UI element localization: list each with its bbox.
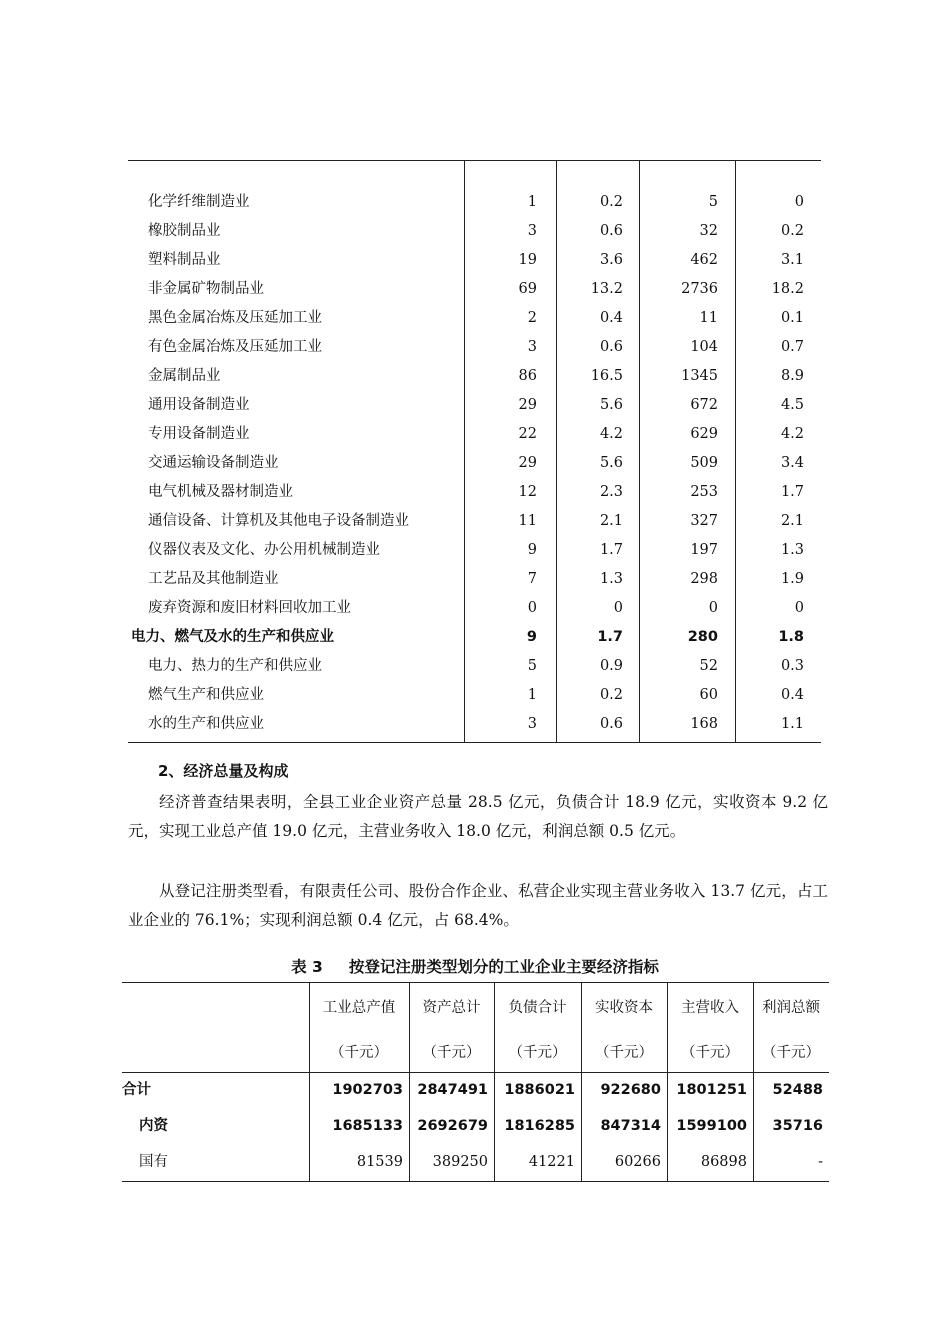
cell-value: 7 xyxy=(527,571,537,587)
column-name: 主营收入 xyxy=(681,1000,739,1016)
column-unit: （千元） xyxy=(508,1045,567,1061)
cell-value: 629 xyxy=(690,426,718,442)
cell-value: 197 xyxy=(690,542,718,558)
cell-value: 29 xyxy=(518,455,537,471)
row-label: 工艺品及其他制造业 xyxy=(148,571,279,587)
cell-value: 5.6 xyxy=(599,397,623,413)
table-row xyxy=(128,565,821,594)
cell-value: 5.6 xyxy=(599,455,623,471)
cell-value: 0.9 xyxy=(599,658,623,674)
cell-value: 1801251 xyxy=(676,1082,747,1098)
row-label: 内资 xyxy=(139,1118,168,1134)
cell-value: 2.1 xyxy=(599,513,623,529)
cell-value: 8.9 xyxy=(780,368,804,384)
cell-value: 0.1 xyxy=(780,310,804,326)
cell-value: 0.4 xyxy=(780,687,804,703)
cell-value: 29 xyxy=(518,397,537,413)
cell-value: 922680 xyxy=(600,1082,661,1098)
cell-value: 1886021 xyxy=(504,1082,575,1098)
cell-value: 4.2 xyxy=(599,426,623,442)
table-row xyxy=(128,681,821,710)
column-name: 工业总产值 xyxy=(322,1000,396,1016)
cell-value: 672 xyxy=(690,397,718,413)
row-label: 通信设备、计算机及其他电子设备制造业 xyxy=(148,513,409,529)
cell-value: 3 xyxy=(527,339,537,355)
table-row xyxy=(128,710,821,739)
cell-value: 52488 xyxy=(772,1082,823,1098)
row-label: 黑色金属冶炼及压延加工业 xyxy=(148,310,322,326)
cell-value: 1345 xyxy=(681,368,718,384)
cell-value: 0 xyxy=(794,600,804,616)
cell-value: 9 xyxy=(527,542,537,558)
row-label: 交通运输设备制造业 xyxy=(148,455,279,471)
table3-number: 表 3 xyxy=(291,958,323,976)
row-label: 电力、燃气及水的生产和供应业 xyxy=(131,629,334,645)
cell-value: 3.4 xyxy=(780,455,804,471)
cell-value: 298 xyxy=(690,571,718,587)
table-row xyxy=(122,1144,829,1180)
cell-value: 0.3 xyxy=(780,658,804,674)
column-header xyxy=(309,983,409,1072)
row-label: 国有 xyxy=(139,1154,168,1170)
cell-value: 509 xyxy=(690,455,718,471)
cell-value: 18.2 xyxy=(771,281,804,297)
cell-value: 1685133 xyxy=(332,1118,403,1134)
row-label: 金属制品业 xyxy=(148,368,221,384)
table-row xyxy=(128,275,821,304)
table-row xyxy=(122,1072,829,1108)
table3-title: 按登记注册类型划分的工业企业主要经济指标 xyxy=(348,958,659,976)
row-label: 非金属矿物制品业 xyxy=(148,281,264,297)
cell-value: 41221 xyxy=(528,1154,575,1170)
table-row xyxy=(128,449,821,478)
cell-value: 1.7 xyxy=(780,484,804,500)
cell-value: 3.1 xyxy=(780,252,804,268)
table-row xyxy=(128,362,821,391)
table-row xyxy=(128,536,821,565)
cell-value: 2.3 xyxy=(599,484,623,500)
cell-value: 4.5 xyxy=(780,397,804,413)
cell-value: 5 xyxy=(708,194,718,210)
cell-value: 0 xyxy=(527,600,537,616)
cell-value: 4.2 xyxy=(780,426,804,442)
row-label: 燃气生产和供应业 xyxy=(148,687,264,703)
table-row xyxy=(128,623,821,652)
cell-value: 253 xyxy=(690,484,718,500)
table-row xyxy=(128,478,821,507)
cell-value: 0.4 xyxy=(599,310,623,326)
cell-value: 168 xyxy=(690,716,718,732)
table-row xyxy=(122,1108,829,1144)
table-row xyxy=(128,594,821,623)
cell-value: 52 xyxy=(699,658,718,674)
table-row xyxy=(128,507,821,536)
table-row xyxy=(128,188,821,217)
cell-value: 389250 xyxy=(432,1154,488,1170)
table-row xyxy=(128,420,821,449)
cell-value: 0.6 xyxy=(599,223,623,239)
cell-value: 1599100 xyxy=(676,1118,747,1134)
column-header xyxy=(409,983,494,1072)
cell-value: 3 xyxy=(527,223,537,239)
row-label: 废弃资源和废旧材料回收加工业 xyxy=(148,600,351,616)
row-label: 仪器仪表及文化、办公用机械制造业 xyxy=(148,542,380,558)
cell-value: 462 xyxy=(690,252,718,268)
column-unit: （千元） xyxy=(681,1045,739,1061)
cell-value: 22 xyxy=(518,426,537,442)
row-label: 电力、热力的生产和供应业 xyxy=(148,658,322,674)
cell-value: - xyxy=(818,1154,823,1170)
table3-caption xyxy=(0,955,950,977)
row-label: 专用设备制造业 xyxy=(148,426,250,442)
cell-value: 1.1 xyxy=(780,716,804,732)
column-unit: （千元） xyxy=(422,1045,481,1061)
row-label: 化学纤维制造业 xyxy=(148,194,250,210)
cell-value: 0.2 xyxy=(780,223,804,239)
cell-value: 3 xyxy=(527,716,537,732)
cell-value: 9 xyxy=(526,629,537,645)
section-heading: 2、经济总量及构成 xyxy=(158,762,289,780)
registration-type-table xyxy=(122,982,829,1182)
cell-value: 280 xyxy=(687,629,718,645)
cell-value: 104 xyxy=(690,339,718,355)
cell-value: 0 xyxy=(794,194,804,210)
cell-value: 60 xyxy=(699,687,718,703)
cell-value: 13.2 xyxy=(590,281,623,297)
column-header xyxy=(753,983,829,1072)
table-row xyxy=(128,333,821,362)
cell-value: 0.6 xyxy=(599,339,623,355)
cell-value: 35716 xyxy=(772,1118,823,1134)
cell-value: 2 xyxy=(527,310,537,326)
cell-value: 60266 xyxy=(614,1154,661,1170)
paragraph-registration-type: 从登记注册类型看，有限责任公司、股份合作企业、私营企业实现主营业务收入 13.7 亿元，占工业企业的 76.1%；实现利润总额 0.4 亿元，占 68.4%。 xyxy=(128,882,828,929)
cell-value: 2847491 xyxy=(417,1082,488,1098)
cell-value: 86898 xyxy=(700,1154,747,1170)
cell-value: 1 xyxy=(527,687,537,703)
industry-table-continued xyxy=(128,160,821,743)
cell-value: 69 xyxy=(518,281,537,297)
paragraph-economic-total: 经济普查结果表明，全县工业企业资产总量 28.5 亿元，负债合计 18.9 亿元，实收资本 9.2 亿元，实现工业总产值 19.0 亿元，主营业务收入 18.0 亿元，利润总额 0.5 亿元。 xyxy=(128,793,828,840)
column-name: 资产总计 xyxy=(422,1000,481,1016)
column-name: 实收资本 xyxy=(595,1000,653,1016)
table-row xyxy=(128,652,821,681)
cell-value: 0.6 xyxy=(599,716,623,732)
row-label: 有色金属冶炼及压延加工业 xyxy=(148,339,322,355)
column-unit: （千元） xyxy=(762,1045,820,1061)
cell-value: 3.6 xyxy=(599,252,623,268)
cell-value: 2736 xyxy=(681,281,718,297)
cell-value: 1.3 xyxy=(780,542,804,558)
cell-value: 0 xyxy=(708,600,718,616)
table-row xyxy=(128,304,821,333)
cell-value: 2.1 xyxy=(780,513,804,529)
row-label: 橡胶制品业 xyxy=(148,223,221,239)
cell-value: 1.7 xyxy=(599,542,623,558)
cell-value: 0 xyxy=(613,600,623,616)
cell-value: 86 xyxy=(518,368,537,384)
cell-value: 847314 xyxy=(600,1118,661,1134)
cell-value: 19 xyxy=(518,252,537,268)
column-header xyxy=(667,983,753,1072)
table-row xyxy=(128,246,821,275)
column-unit: （千元） xyxy=(330,1045,388,1061)
cell-value: 1902703 xyxy=(332,1082,403,1098)
cell-value: 327 xyxy=(690,513,718,529)
column-header xyxy=(494,983,581,1072)
cell-value: 16.5 xyxy=(590,368,623,384)
cell-value: 2692679 xyxy=(417,1118,488,1134)
cell-value: 0.2 xyxy=(599,194,623,210)
cell-value: 0.2 xyxy=(599,687,623,703)
column-name: 利润总额 xyxy=(762,1000,820,1016)
cell-value: 1.8 xyxy=(778,629,804,645)
cell-value: 1.3 xyxy=(599,571,623,587)
cell-value: 1816285 xyxy=(504,1118,575,1134)
cell-value: 11 xyxy=(699,310,718,326)
row-label: 通用设备制造业 xyxy=(148,397,250,413)
cell-value: 1.9 xyxy=(780,571,804,587)
row-label: 电气机械及器材制造业 xyxy=(148,484,293,500)
column-header xyxy=(581,983,667,1072)
row-label: 水的生产和供应业 xyxy=(148,716,264,732)
cell-value: 1 xyxy=(527,194,537,210)
cell-value: 32 xyxy=(699,223,718,239)
column-name: 负债合计 xyxy=(508,1000,567,1016)
column-unit: （千元） xyxy=(595,1045,653,1061)
cell-value: 11 xyxy=(518,513,537,529)
cell-value: 1.7 xyxy=(597,629,623,645)
cell-value: 12 xyxy=(518,484,537,500)
table-row xyxy=(128,217,821,246)
cell-value: 5 xyxy=(527,658,537,674)
row-label: 合计 xyxy=(122,1082,151,1098)
cell-value: 0.7 xyxy=(780,339,804,355)
cell-value: 81539 xyxy=(356,1154,403,1170)
table-row xyxy=(128,391,821,420)
row-label: 塑料制品业 xyxy=(148,252,221,268)
